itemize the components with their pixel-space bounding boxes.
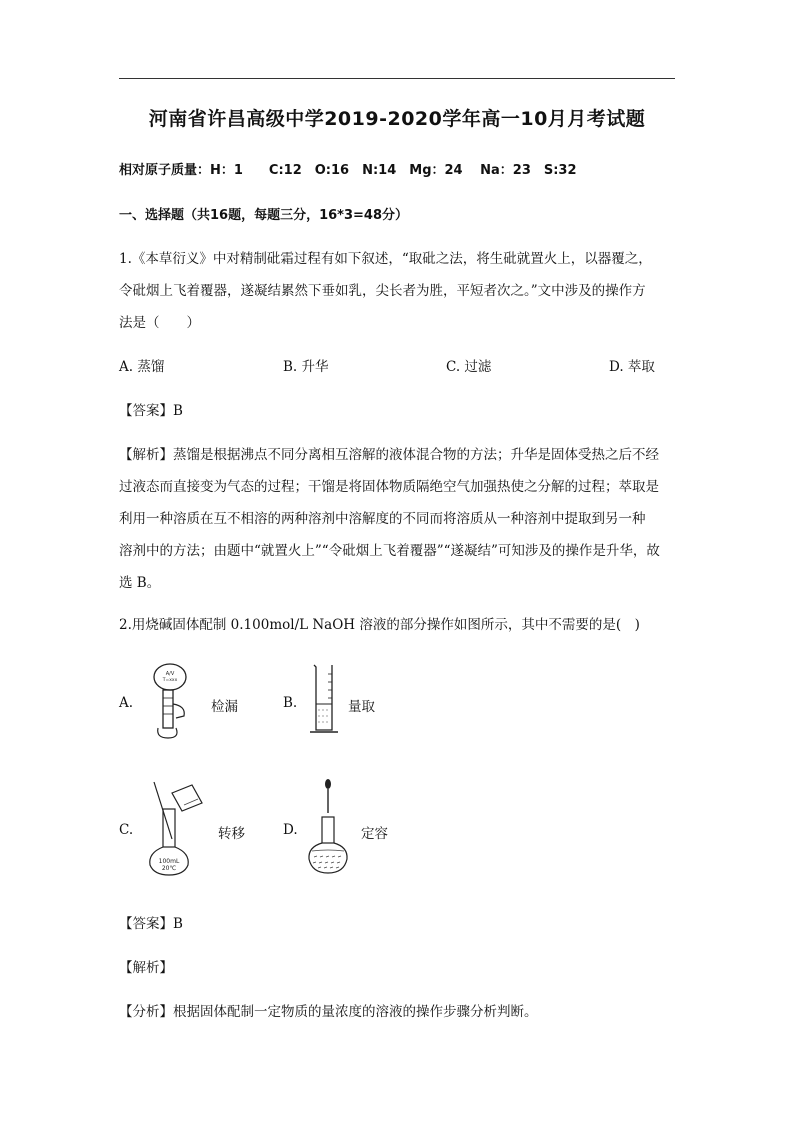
flask-a-label-2: T=xxx — [162, 678, 178, 683]
q1-answer: 【答案】B — [119, 403, 183, 419]
q1-analysis-line-5: 选 B。 — [119, 575, 161, 591]
q1-option-b: B. 升华 — [283, 359, 329, 375]
q2-option-b-text: 量取 — [348, 699, 375, 715]
q1-option-c: C. 过滤 — [446, 359, 492, 375]
q1-analysis-line-3: 利用一种溶质在互不相溶的两种溶剂中溶解度的不同而将溶质从一种溶剂中提取到另一种 — [119, 511, 646, 527]
q2-option-a-text: 检漏 — [211, 699, 238, 715]
q2-option-c-text: 转移 — [218, 826, 245, 842]
atomic-masses: 相对原子质量：H：1 C:12 O:16 N:14 Mg：24 Na：23 S:32 — [119, 163, 577, 178]
q2-fenxi: 【分析】根据固体配制一定物质的量浓度的溶液的操作步骤分析判断。 — [119, 1004, 538, 1020]
top-rule — [119, 78, 675, 79]
q2-stem: 2.用烧碱固体配制 0.100mol/L NaOH 溶液的部分操作如图所示，其中不需要的是( ) — [119, 617, 640, 633]
q2-analysis-label: 【解析】 — [119, 960, 173, 976]
transfer-figure — [146, 779, 208, 877]
section-heading: 一、选择题（共16题，每题三分，16*3=48分） — [119, 208, 409, 223]
page-title: 河南省许昌高级中学2019-2020学年高一10月月考试题 — [148, 108, 646, 130]
q2-option-a-letter: A. — [119, 695, 134, 711]
fix-volume-figure — [306, 777, 356, 877]
q1-option-d: D. 萃取 — [609, 359, 655, 375]
q1-analysis-line-2: 过液态而直接变为气态的过程；干馏是将固体物质隔绝空气加强热使之分解的过程；萃取是 — [119, 479, 659, 495]
q2-option-c-letter: C. — [119, 822, 134, 838]
q1-analysis-line-4: 溶剂中的方法；由题中“就置火上”“令砒烟上飞着覆器”“遂凝结”可知涉及的操作是升华，故 — [119, 543, 660, 559]
q1-stem-line-2: 令砒烟上飞着覆器，遂凝结累然下垂如乳，尖长者为胜，平短者次之。”文中涉及的操作方 — [119, 283, 646, 299]
q1-option-a: A. 蒸馏 — [119, 359, 165, 375]
flask-c-label-2: 20℃ — [161, 865, 177, 872]
q2-option-d-letter: D. — [283, 822, 298, 838]
graduated-cylinder-figure — [306, 662, 342, 738]
leak-check-figure — [146, 660, 196, 740]
q1-analysis-line-1: 【解析】蒸馏是根据沸点不同分离相互溶解的液体混合物的方法；升华是固体受热之后不经 — [119, 447, 659, 463]
q2-answer: 【答案】B — [119, 916, 183, 932]
q1-stem-line-1: 1.《本草衍义》中对精制砒霜过程有如下叙述，“取砒之法，将生砒就置火上，以器覆之， — [119, 251, 652, 267]
flask-c-label-1: 100mL — [158, 858, 180, 865]
q2-option-b-letter: B. — [283, 695, 298, 711]
q1-stem-line-3: 法是（ ） — [119, 315, 200, 331]
flask-a-label-1: A/V — [165, 671, 175, 677]
q2-option-d-text: 定容 — [361, 826, 388, 842]
